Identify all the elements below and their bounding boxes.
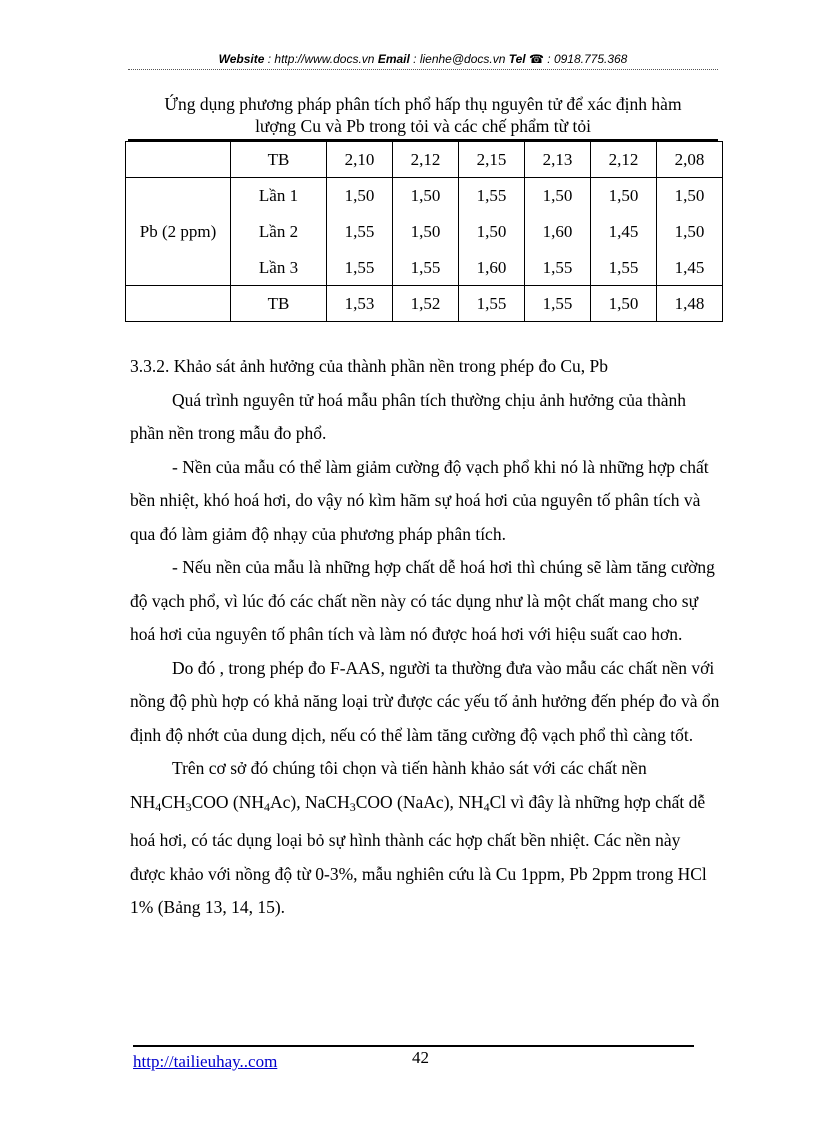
table-cell: 1,50 <box>657 178 723 214</box>
table-cell: 1,53 <box>327 286 393 322</box>
table-cell: 1,48 <box>657 286 723 322</box>
paragraph-text: COO (NH <box>191 791 265 812</box>
paragraph: - Nếu nền của mẫu là những hợp chất dễ hoá hơi thì chúng sẽ làm tăng cường độ vạch phổ, vì lúc đó các chất nền này có tác dụng như là một chất mang cho sự hoá hơi của nguyên tố phân tích và làm nó được hoá hơi với hiệu suất cao hơn. <box>130 557 715 644</box>
table-cell: 1,55 <box>393 250 459 286</box>
table-cell: 1,55 <box>525 250 591 286</box>
row-label: TB <box>231 286 327 322</box>
table-cell: 1,60 <box>459 250 525 286</box>
table-cell: 1,55 <box>591 250 657 286</box>
subscript: 3 <box>349 799 356 814</box>
table-cell: 1,50 <box>657 213 723 250</box>
group-label: Pb (2 ppm) <box>126 178 231 286</box>
paragraph-text: COO (NaAc), NH <box>355 791 484 812</box>
table-cell: 1,50 <box>393 178 459 214</box>
email-value: : lienhe@docs.vn <box>409 52 509 66</box>
email-label: Email <box>377 52 410 66</box>
paragraph-text: Trên cơ sở đó chúng tôi chọn và tiến hành khảo sát với các chất nền NH <box>130 758 647 812</box>
header-rule <box>128 69 718 70</box>
table-cell: 2,15 <box>459 142 525 178</box>
paragraph: Quá trình nguyên tử hoá mẫu phân tích thường chịu ảnh hưởng của thành phần nền trong mẫu đo phổ. <box>130 389 687 443</box>
results-table <box>125 141 723 322</box>
table-cell: 1,55 <box>327 250 393 286</box>
footer-link[interactable]: http://tailieuhay..com <box>133 1052 278 1071</box>
section-heading: 3.3.2. Khảo sát ảnh hưởng của thành phần nền trong phép đo Cu, Pb <box>130 356 609 376</box>
subscript: 4 <box>483 799 490 814</box>
table-cell: 1,52 <box>393 286 459 322</box>
row-label: Lần 2 <box>231 213 327 250</box>
table-cell: 2,08 <box>657 142 723 178</box>
table-cell <box>126 142 231 178</box>
row-label: Lần 1 <box>231 178 327 214</box>
row-label: TB <box>231 142 327 178</box>
paragraph <box>130 752 720 925</box>
table-cell: 1,50 <box>459 213 525 250</box>
document-title <box>128 93 718 137</box>
table-cell: 2,12 <box>393 142 459 178</box>
subscript: 3 <box>185 799 192 814</box>
table-cell: 2,12 <box>591 142 657 178</box>
table-cell: 1,50 <box>591 178 657 214</box>
table-row <box>126 286 723 322</box>
subscript: 4 <box>264 799 271 814</box>
table-cell: 1,45 <box>657 250 723 286</box>
table-cell: 2,10 <box>327 142 393 178</box>
table-cell: 1,50 <box>591 286 657 322</box>
table-cell: 1,55 <box>327 213 393 250</box>
table-cell: 1,45 <box>591 213 657 250</box>
table-cell: 1,55 <box>459 178 525 214</box>
paragraph: - Nền của mẫu có thể làm giảm cường độ vạch phổ khi nó là những hợp chất bền nhiệt, khó hoá hơi, do vậy nó kìm hãm sự hoá hơi của nguyên tố phân tích và qua đó làm giảm độ nhạy của phương pháp phân tích. <box>130 456 709 544</box>
website-value: : http://www.docs.vn <box>264 52 378 66</box>
table-row <box>126 142 723 178</box>
table-cell <box>126 286 231 322</box>
subscript: 4 <box>155 799 162 814</box>
paragraph: Do đó , trong phép đo F-AAS, người ta thường đưa vào mẫu các chất nền với nồng độ phù hợp có khả năng loại trừ được các yếu tố ảnh hưởng đến phép đo và ổn định độ nhớt của dung dịch, nếu có thể làm tăng cường độ vạch phổ thì càng tốt. <box>130 657 720 745</box>
tel-label: Tel <box>508 52 526 66</box>
title-line-2: lượng Cu và Pb trong tỏi và các chế phẩm từ tỏi <box>255 116 591 136</box>
table-cell: 2,13 <box>525 142 591 178</box>
paragraph-text: CH <box>161 791 186 812</box>
website-label: Website <box>218 52 265 66</box>
table-cell: 1,50 <box>327 178 393 214</box>
table-cell: 1,50 <box>525 178 591 214</box>
body-text <box>130 350 720 925</box>
table-row <box>126 178 723 214</box>
table-cell: 1,60 <box>525 213 591 250</box>
paragraph-text: Ac), NaCH <box>270 791 350 812</box>
page-header <box>128 52 718 66</box>
table-cell: 1,55 <box>459 286 525 322</box>
footer-rule <box>133 1045 694 1047</box>
row-label: Lần 3 <box>231 250 327 286</box>
table-cell: 1,55 <box>525 286 591 322</box>
page-number: 42 <box>412 1048 429 1067</box>
phone-icon: ☎ <box>528 52 544 66</box>
title-line-1: Ứng dụng phương pháp phân tích phổ hấp thụ nguyên tử để xác định hàm <box>164 94 682 114</box>
tel-value: : 0918.775.368 <box>543 52 628 66</box>
paragraph-text: Cl vì đây là những hợp chất dễ hoá hơi, có tác dụng loại bỏ sự hình thành các hợp chất bền nhiệt. Các nền này được khảo với nồng độ từ 0-3%, mẫu nghiên cứu là Cu 1ppm, Pb 2ppm trong HCl 1% (Bảng 13, 14, 15). <box>130 791 707 917</box>
table-cell: 1,50 <box>393 213 459 250</box>
